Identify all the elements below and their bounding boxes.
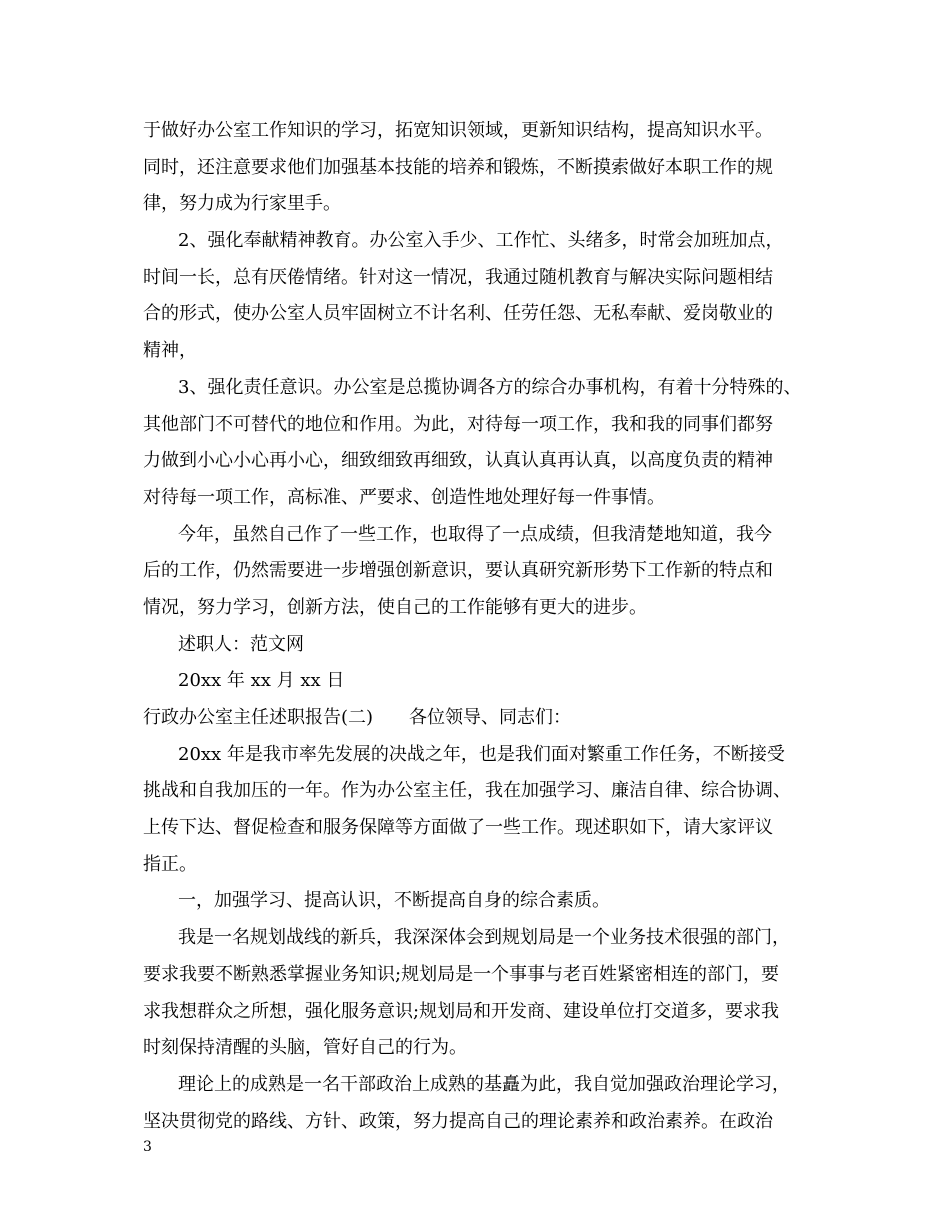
- text-line: 合的形式，使办公室人员牢固树立不计名利、任劳任怨、无私奉献、爱岗敬业的: [143, 303, 773, 325]
- text-block-after: [143, 737, 818, 1141]
- text-line: 求我想群众之所想，强化服务意识;规划局和开发商、建设单位打交道多，要求我: [143, 1000, 780, 1022]
- text-line: 律，努力成为行家里手。: [143, 193, 341, 215]
- text-line: 要求我要不断熟悉掌握业务知识;规划局是一个事事与老百姓紧密相连的部门，要: [143, 963, 780, 985]
- text-line: 情况，努力学习，创新方法，使自己的工作能够有更大的进步。: [143, 596, 647, 618]
- text-line: 理论上的成熟是一名干部政治上成熟的基矗为此，我自觉加强政治理论学习，: [178, 1073, 790, 1095]
- text-line: 上传下达、督促检查和服务保障等方面做了一些工作。现述职如下，请大家评议: [143, 817, 773, 839]
- text-line: 时刻保持清醒的头脑，管好自己的行为。: [143, 1037, 467, 1059]
- greeting-text: 各位领导、同志们：: [409, 707, 572, 728]
- text-block-before: [143, 113, 818, 700]
- text-line: 精神，: [143, 340, 197, 362]
- document-body: [143, 113, 818, 1140]
- text-line: 于做好办公室工作知识的学习，拓宽知识领域，更新知识结构，提高知识水平。: [143, 120, 773, 141]
- text-line: 力做到小心小心再小心，细致细致再细致，认真认真再认真，以高度负责的精神: [143, 450, 773, 472]
- section-title: 行政办公室主任述职报告(二): [143, 707, 374, 728]
- text-line: 20xx 年是我市率先发展的决战之年，也是我们面对繁重工作任务，不断接受: [178, 743, 785, 765]
- text-line: 我是一名规划战线的新兵，我深深体会到规划局是一个业务技术很强的部门，: [178, 927, 790, 949]
- text-line: 20xx 年 xx 月 xx 日: [178, 670, 345, 692]
- page-number: 3: [143, 1139, 152, 1155]
- text-line: 对待每一项工作，高标准、严要求、创造性地处理好每一件事情。: [143, 486, 665, 508]
- text-line: 时间一长，总有厌倦情绪。针对这一情况，我通过随机教育与解决实际问题相结: [143, 266, 773, 288]
- text-line: 指正。: [143, 853, 197, 875]
- text-line: 2、强化奉献精神教育。办公室入手少、工作忙、头绪多，时常会加班加点，: [178, 230, 784, 252]
- text-line: 挑战和自我加压的一年。作为办公室主任，我在加强学习、廉洁自律、综合协调、: [143, 780, 791, 802]
- text-line: 3、强化责任意识。办公室是总揽协调各方的综合办事机构，有着十分特殊的、: [178, 376, 802, 398]
- text-line: 坚决贯彻党的路线、方针、政策，努力提高自己的理论素养和政治素养。在政治: [143, 1110, 773, 1132]
- text-line: 其他部门不可替代的地位和作用。为此，对待每一项工作，我和我的同事们都努: [143, 413, 773, 435]
- text-line: 一，加强学习、提高认识，不断提高自身的综合素质。: [178, 890, 610, 912]
- text-line: 后的工作，仍然需要进一步增强创新意识，要认真研究新形势下工作新的特点和: [143, 560, 773, 582]
- text-line: 同时，还注意要求他们加强基本技能的培养和锻炼，不断摸索做好本职工作的规: [143, 156, 773, 178]
- section-heading-line: [143, 700, 818, 737]
- text-line: 今年，虽然自己作了一些工作，也取得了一点成绩，但我清楚地知道，我今: [178, 523, 772, 545]
- text-line: 述职人：范文网: [178, 633, 304, 655]
